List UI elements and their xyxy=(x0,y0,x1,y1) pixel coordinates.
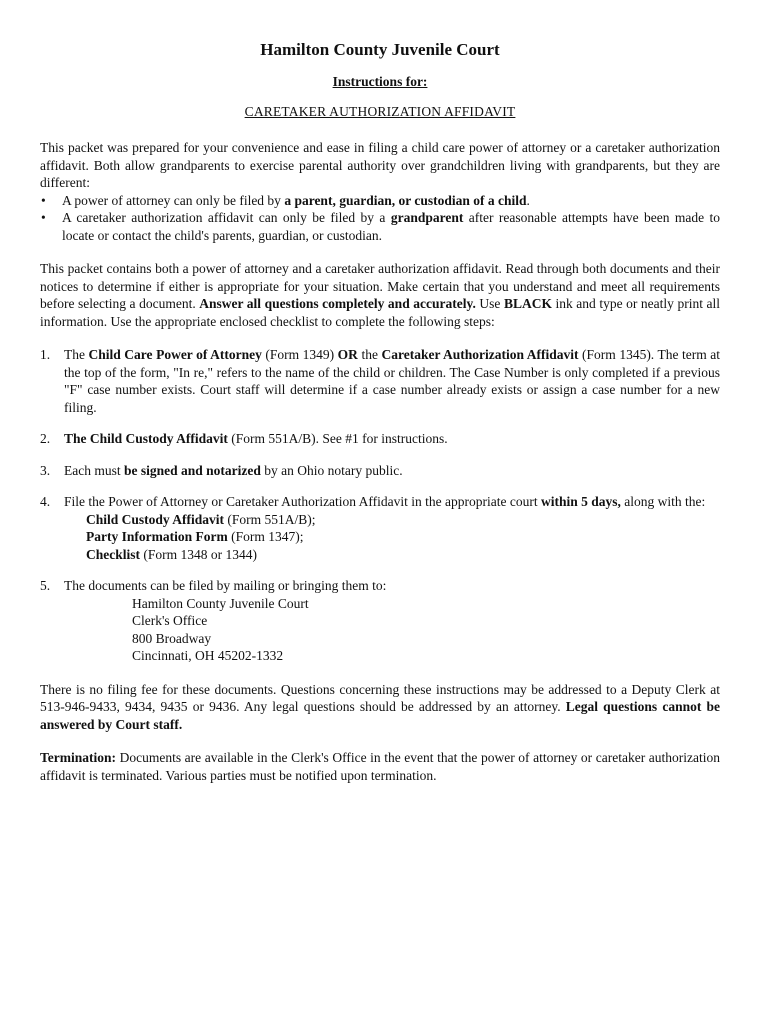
court-title: Hamilton County Juvenile Court xyxy=(260,40,500,59)
step-4: 4. File the Power of Attorney or Caretaker Authorization Affidavit in the appropriate court within 5 days, along with the: Child Custody Affidavit (Form 551A/B); Party Information Form (Form 1347); Checklist (Form 1348 or 1344) xyxy=(40,493,720,563)
address-line: 800 Broadway xyxy=(132,630,212,646)
attachment-item: Child Custody Affidavit (Form 551A/B); xyxy=(86,511,316,527)
bullet-power-of-attorney: • A power of attorney can only be filed by a parent, guardian, or custodian of a child. xyxy=(62,192,720,210)
attachment-item: Party Information Form (Form 1347); xyxy=(86,529,304,544)
intro-paragraph: This packet was prepared for your convenience and ease in filing a child care power of attorney or a caretaker authorization affidavit. Both allow grandparents to exercise parental authority over grandchildren living with grandparents, but they are different: xyxy=(40,140,720,190)
form-name-heading: CARETAKER AUTHORIZATION AFFIDAVIT xyxy=(244,104,516,119)
packet-contents-paragraph: This packet contains both a power of attorney and a caretaker authorization affidavit. Read through both documents and their notices to determine if either is appropriate for your situation. Make certain that you understand and meet all requirements before selecting a document. Answer all questions completely and accurately. Use BLACK ink and type or neatly print all information. Use the appropriate enclosed checklist to complete the following steps: xyxy=(40,261,720,329)
attachment-item: Checklist (Form 1348 or 1344) xyxy=(86,546,257,562)
address-line: Clerk's Office xyxy=(132,613,208,628)
instructions-subtitle: Instructions for: xyxy=(332,74,428,89)
intro-bullet-list xyxy=(40,192,720,245)
steps-list xyxy=(40,346,720,665)
termination-paragraph: Termination: Documents are available in the Clerk's Office in the event that the power of attorney or caretaker authorization affidavit is terminated. Various parties must be notified upon termination. xyxy=(40,750,720,783)
address-line: Hamilton County Juvenile Court xyxy=(132,595,309,611)
step-1: 1. The Child Care Power of Attorney (Form 1349) OR the Caretaker Authorization Affidavit (Form 1345). The term at the top of the form, "In re," refers to the name of the child or children. The Case Number is only completed if a previous "F" case number exists. Court staff will determine if a case number already exists or assign a case number for a new filing. xyxy=(40,347,720,415)
address-line: Cincinnati, OH 45202-1332 xyxy=(132,648,284,663)
bullet-caretaker-affidavit: • A caretaker authorization affidavit can only be filed by a grandparent after reasonable attempts have been made to locate or contact the child's parents, guardian, or custodian. xyxy=(62,209,720,244)
step-5: 5. The documents can be filed by mailing or bringing them to: Hamilton County Juvenile Court Clerk's Office 800 Broadway Cincinnati, OH 45202-1332 xyxy=(40,577,720,665)
filing-fee-paragraph: There is no filing fee for these documents. Questions concerning these instructions may be addressed to a Deputy Clerk at 513-946-9433, 9434, 9435 or 9436. Any legal questions should be addressed by an attorney. Legal questions cannot be answered by Court staff. xyxy=(40,681,720,732)
step-2: 2. The Child Custody Affidavit (Form 551A/B). See #1 for instructions. xyxy=(40,431,448,446)
step-3: 3. Each must be signed and notarized by an Ohio notary public. xyxy=(40,462,403,478)
